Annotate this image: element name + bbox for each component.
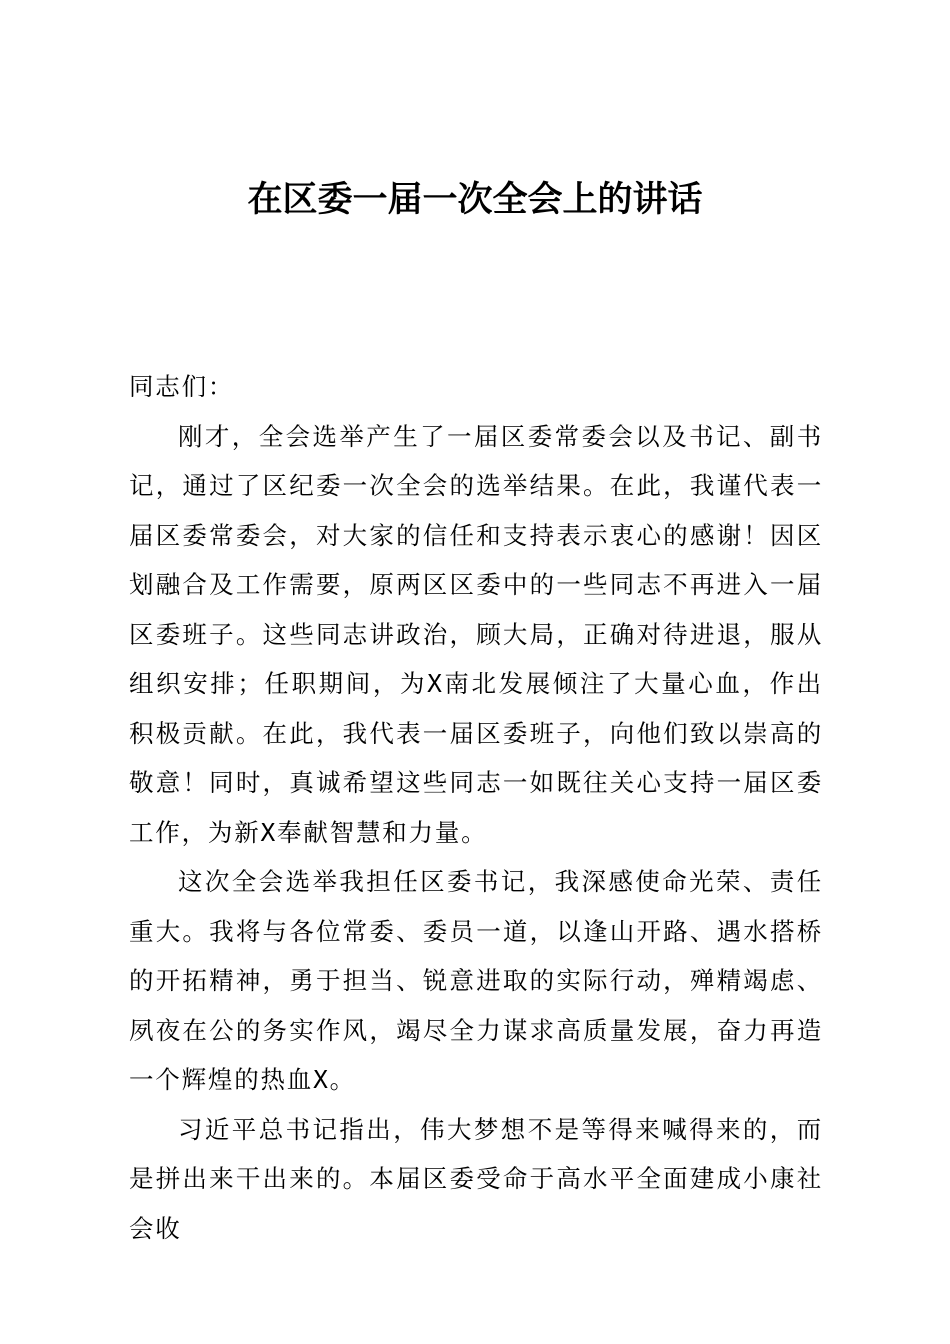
paragraph: 习近平总书记指出，伟大梦想不是等得来喊得来的，而是拼出来干出来的。本届区委受命于高水平全面建成小康社会收 <box>129 1114 823 1243</box>
salutation: 同志们： <box>129 372 235 401</box>
document-body <box>129 362 823 1253</box>
paragraph: 刚才，全会选举产生了一届区委常委会以及书记、副书记，通过了区纪委一次全会的选举结果。在此，我谨代表一届区委常委会，对大家的信任和支持表示衷心的感谢！因区划融合及工作需要，原两区区委中的一些同志不再进入一届区委班子。这些同志讲政治，顾大局，正确对待进退，服从组织安排；任职期间，为X南北发展倾注了大量心血，作出积极贡献。在此，我代表一届区委班子，向他们致以崇高的敬意！同时，真诚希望这些同志一如既往关心支持一届区委工作，为新X奉献智慧和力量。 <box>129 421 823 847</box>
paragraph: 这次全会选举我担任区委书记，我深感使命光荣、责任重大。我将与各位常委、委员一道，以逢山开路、遇水搭桥的开拓精神，勇于担当、锐意进取的实际行动，殚精竭虑、夙夜在公的务实作风，竭尽全力谋求高质量发展，奋力再造一个辉煌的热血X。 <box>129 867 823 1094</box>
document-title: 在区委一届一次全会上的讲话 <box>247 179 703 220</box>
